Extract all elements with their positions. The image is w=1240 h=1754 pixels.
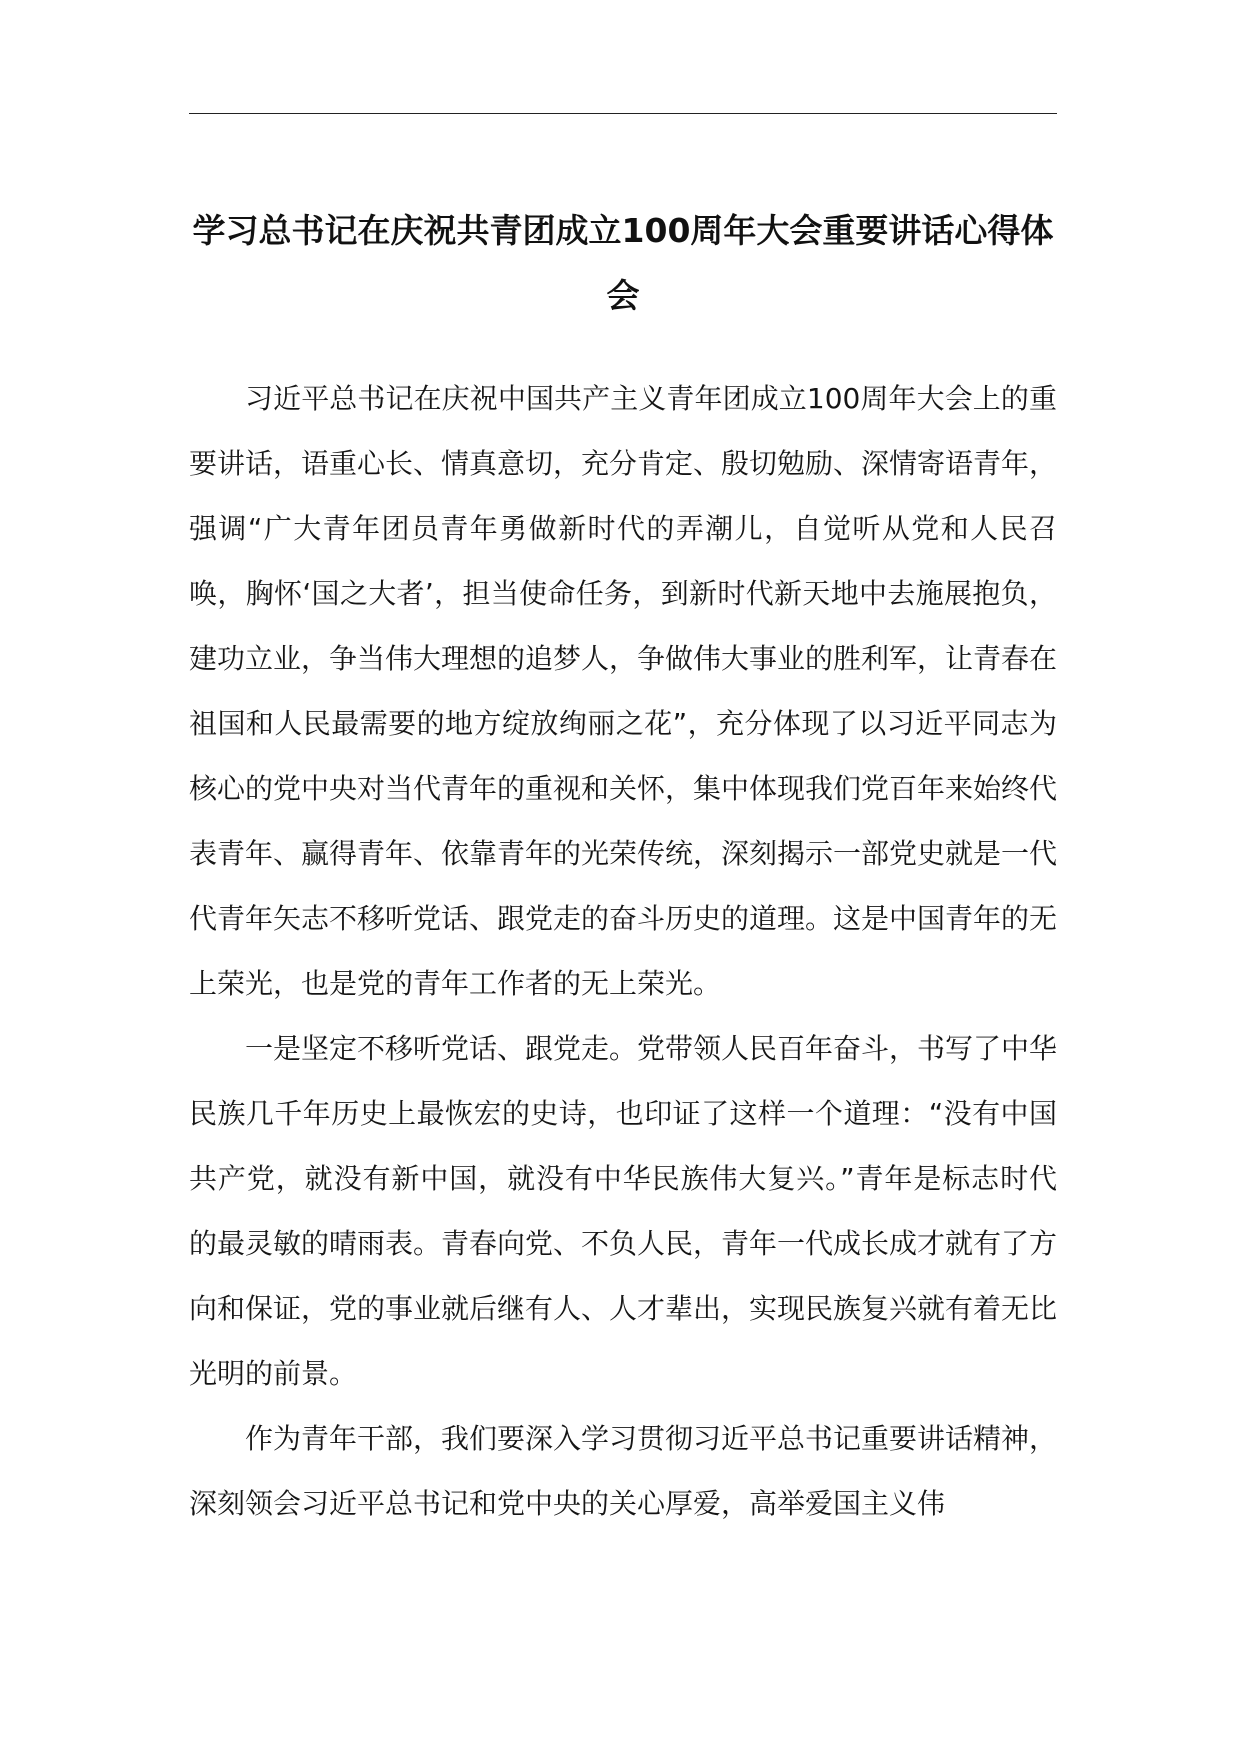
paragraph-2: 一是坚定不移听党话、跟党走。党带领人民百年奋斗，书写了中华民族几千年历史上最恢宏的史诗，也印证了这样一个道理：“没有中国共产党，就没有新中国，就没有中华民族伟大复兴。”青年是标志时代的最灵敏的晴雨表。青春向党、不负人民，青年一代成长成才就有了方向和保证，党的事业就后继有人、人才辈出，实现民族复兴就有着无比光明的前景。: [189, 1032, 1058, 1390]
document-title: 学习总书记在庆祝共青团成立100周年大会重要讲话心得体会: [192, 211, 1054, 315]
header-rule: [189, 113, 1057, 114]
document-body: [189, 366, 1057, 1536]
paragraph-1: 习近平总书记在庆祝中国共产主义青年团成立100周年大会上的重要讲话，语重心长、情真意切，充分肯定、殷切勉励、深情寄语青年，强调“广大青年团员青年勇做新时代的弄潮儿，自觉听从党和人民召唤，胸怀‘国之大者’，担当使命任务，到新时代新天地中去施展抱负，建功立业，争当伟大理想的追梦人，争做伟大事业的胜利军，让青春在祖国和人民最需要的地方绽放绚丽之花”，充分体现了以习近平同志为核心的党中央对当代青年的重视和关怀，集中体现我们党百年来始终代表青年、赢得青年、依靠青年的光荣传统，深刻揭示一部党史就是一代代青年矢志不移听党话、跟党走的奋斗历史的道理。这是中国青年的无上荣光，也是党的青年工作者的无上荣光。: [189, 382, 1058, 1000]
paragraph-3: 作为青年干部，我们要深入学习贯彻习近平总书记重要讲话精神，深刻领会习近平总书记和党中央的关心厚爱，高举爱国主义伟: [189, 1422, 1058, 1520]
